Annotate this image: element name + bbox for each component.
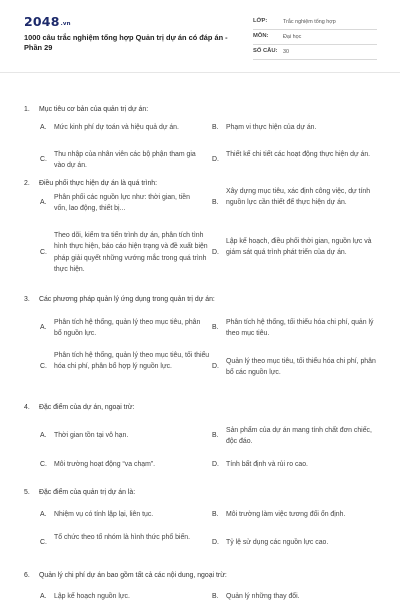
option-letter: B. [212, 432, 219, 439]
logo-suffix: .vn [60, 21, 71, 27]
meta-label: LỚP: [253, 18, 268, 24]
option-text: Môi trường làm việc tương đối ổn định. [226, 511, 346, 518]
question-text: Đặc điểm của quản trị dự án là: [39, 489, 136, 496]
option-text: Thời gian tồn tại vô hạn. [54, 432, 129, 439]
option-letter: C. [40, 249, 47, 256]
option-text: Phân tích hệ thống, quản lý theo mục tiêu, phân bổ nguồn lực. [54, 319, 201, 338]
option-letter: A. [40, 432, 47, 439]
question-text: Mục tiêu cơ bản của quản trị dự án: [39, 106, 149, 113]
option-letter: A. [40, 124, 47, 131]
option-text: Mức kinh phí dự toán và hiệu quả dự án. [54, 124, 179, 131]
question-number: 1. [24, 106, 30, 113]
option-letter: D. [212, 461, 219, 468]
option-letter: A. [40, 199, 47, 206]
option-text: Thu nhập của nhân viên các bộ phận tham gia vào dự án. [54, 151, 196, 170]
document-title: 1000 câu trắc nghiệm tổng hợp Quản trị dự án có đáp án - Phần 29 [24, 33, 228, 52]
option-text: Thiết kế chi tiết các hoạt động thực hiện dự án. [226, 151, 371, 158]
meta-value: 30 [283, 48, 289, 55]
option-text: Môi trường hoạt động “va chạm”. [54, 461, 156, 468]
question-text: Điều phối thực hiện dự án là quá trình: [39, 180, 158, 187]
option-letter: D. [212, 363, 219, 370]
option-letter: B. [212, 593, 219, 600]
option-text: Phân phối các nguồn lực như: thời gian, tiền vốn, lao động, thiết bị... [54, 194, 190, 213]
site-logo[interactable] [24, 14, 71, 29]
page-header [0, 0, 400, 62]
option-letter: C. [40, 461, 47, 468]
option-text: Lập kế hoạch, điều phối thời gian, nguồn lực và giám sát quá trình phát triển của dự án. [226, 238, 372, 257]
option-text: Tỷ lệ sử dụng các nguồn lực cao. [226, 539, 329, 546]
option-text: Tính bất định và rủi ro cao. [226, 461, 308, 468]
meta-value: Đại học [283, 33, 302, 40]
question-1 [24, 106, 148, 113]
option-text: Phạm vi thực hiện của dự án. [226, 124, 317, 131]
question-number: 6. [24, 572, 30, 579]
question-text: Các phương pháp quản lý ứng dụng trong quản trị dự án: [39, 296, 215, 303]
option-letter: B. [212, 199, 219, 206]
option-letter: C. [40, 363, 47, 370]
logo-text: 2048 [24, 14, 60, 29]
option-letter: B. [212, 324, 219, 331]
option-letter: A. [40, 593, 47, 600]
option-text: Phân tích hệ thống, quản lý theo mục tiêu, tối thiểu hóa chi phí, phân bổ hợp lý nguồn lực. [54, 352, 210, 371]
question-number: 5. [24, 489, 30, 496]
question-6 [24, 572, 227, 579]
question-text: Quản lý chi phí dự án bao gồm tất cả các nội dung, ngoại trừ: [39, 572, 227, 579]
option-text: Phân tích hệ thống, tối thiểu hóa chi phí, quản lý theo mục tiêu. [226, 319, 374, 338]
option-letter: B. [212, 124, 219, 131]
option-text: Nhiệm vụ có tính lặp lại, liên tục. [54, 511, 154, 518]
meta-row-count [253, 45, 377, 60]
option-letter: B. [212, 511, 219, 518]
option-letter: D. [212, 156, 219, 163]
option-letter: A. [40, 324, 47, 331]
meta-value: Trắc nghiệm tổng hợp [283, 18, 336, 25]
option-letter: C. [40, 156, 47, 163]
meta-label: SỐ CÂU: [253, 48, 278, 54]
header-divider [0, 72, 400, 73]
option-letter: A. [40, 511, 47, 518]
question-number: 2. [24, 180, 30, 187]
question-2 [24, 180, 157, 187]
meta-row-class [253, 15, 377, 30]
meta-row-subject [253, 30, 377, 45]
option-text: Xây dựng mục tiêu, xác định công việc, dự tính nguồn lực cần thiết để thực hiện dự án. [226, 188, 371, 207]
option-letter: D. [212, 249, 219, 256]
question-text: Đặc điểm của dự án, ngoại trừ: [39, 404, 135, 411]
option-letter: D. [212, 539, 219, 546]
option-letter: C. [40, 539, 47, 546]
option-text: Quản lý những thay đổi. [226, 593, 300, 600]
option-text: Quản lý theo mục tiêu, tối thiểu hóa chi phí, phân bổ các nguồn lực. [226, 358, 376, 377]
meta-label: MÔN: [253, 33, 269, 39]
option-text: Sản phẩm của dự án mang tính chất đơn chiếc, độc đáo. [226, 427, 372, 446]
option-text: Tổ chức theo tổ nhóm là hình thức phổ biến. [54, 534, 191, 541]
option-text: Lập kế hoạch nguồn lực. [54, 593, 130, 600]
question-number: 4. [24, 404, 30, 411]
question-5 [24, 489, 135, 496]
document-meta [253, 15, 377, 60]
option-text: Theo dõi, kiểm tra tiến trình dự án, phân tích tình hình thực hiện, báo cáo hiện trạng và đề xuất biện pháp giải quyết những vướng mắc trong quá trình thực hiện. [54, 232, 208, 274]
question-3 [24, 296, 215, 303]
question-4 [24, 404, 134, 411]
question-number: 3. [24, 296, 30, 303]
